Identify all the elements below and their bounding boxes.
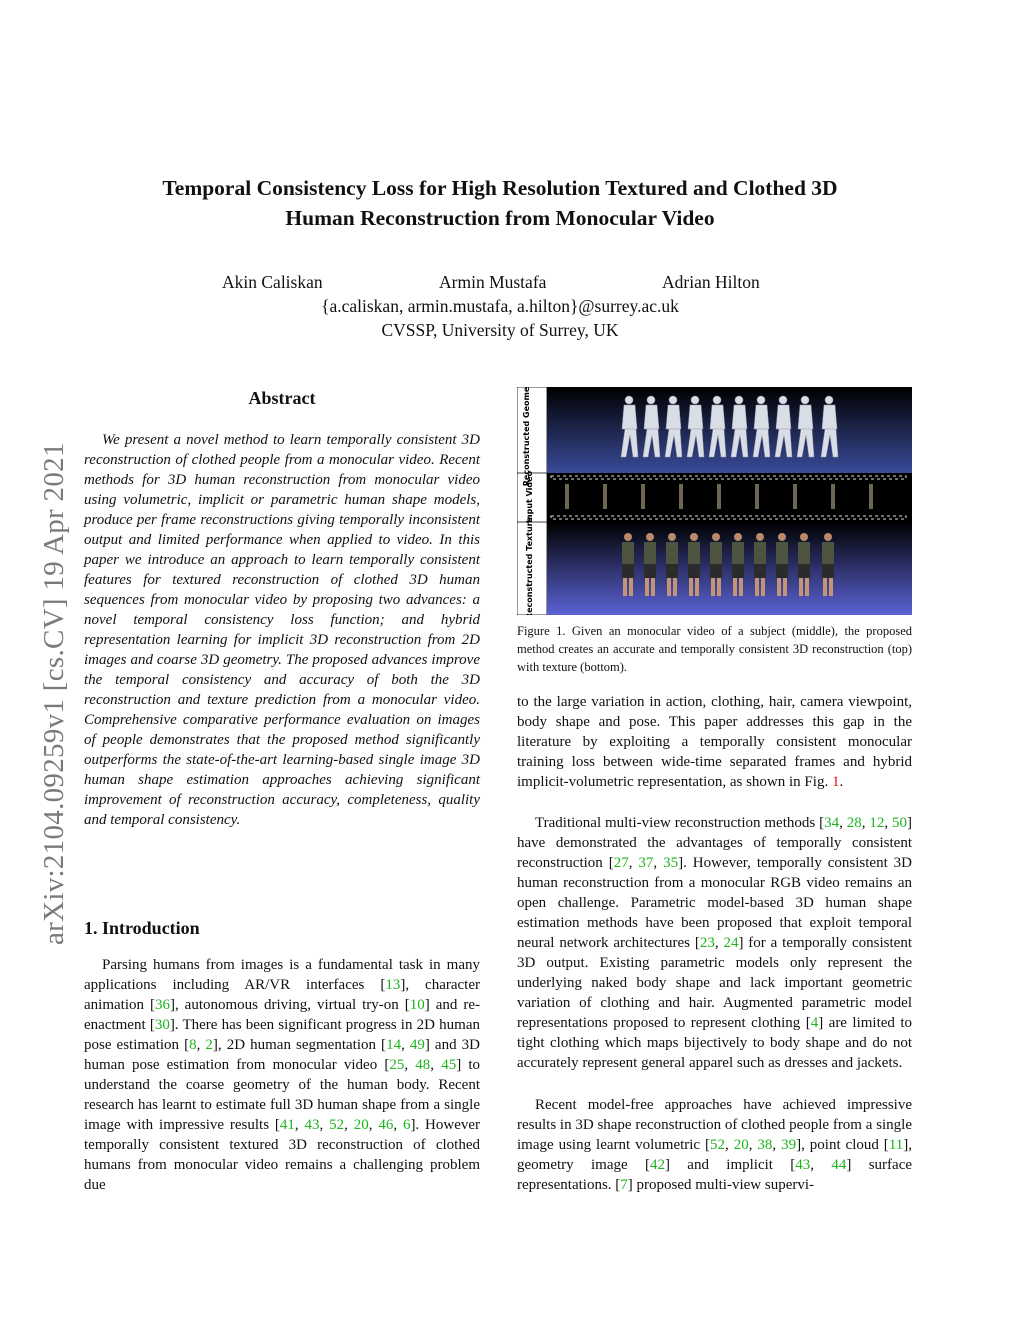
citation-link[interactable]: 27 bbox=[613, 855, 629, 871]
intro-paragraph: Parsing humans from images is a fundamental task in many applications including AR/VR interfaces [13], character animation [36], autonomous driving, virtual try-on [10] and re-enactment [30]. There has been significant progress in 2D human pose estimation [8, 2], 2D human segmentation [14, 49] and 3D human pose estimation from monocular video [25, 48, 45] to understand the coarse geometry of the human body. Recent research has learnt to estimate full 3D human shape from a single image with impressive results [41, 43, 52, 20, 46, 6]. However temporally consistent textured 3D reconstruction of clothed humans from monocular video remains a challenging problem due bbox=[84, 957, 481, 1193]
citation-link[interactable]: 13 bbox=[385, 977, 401, 993]
figure-1-caption: Figure 1. Given an monocular video of a subject (middle), the proposed method creates an accurate and temporally consistent 3D reconstruction (top) with texture (bottom). bbox=[517, 624, 912, 674]
citation-link[interactable]: 52 bbox=[329, 1117, 345, 1133]
title-line-2: Human Reconstruction from Monocular Video bbox=[285, 206, 715, 230]
citation-link[interactable]: 8 bbox=[189, 1037, 197, 1053]
citation-link[interactable]: 43 bbox=[795, 1157, 811, 1173]
citation-link[interactable]: 28 bbox=[846, 815, 862, 831]
citation-link[interactable]: 42 bbox=[649, 1157, 665, 1173]
figure-label-texture: Reconstructed Texture bbox=[525, 516, 534, 615]
figure-label-geometry: Reconstructed Geometry bbox=[522, 387, 531, 487]
citation-link[interactable]: 37 bbox=[638, 855, 654, 871]
abstract-body: We present a novel method to learn temporally consistent 3D reconstruction of clothed people from a monocular video. Recent methods for 3D human reconstruction from monocular video using volumetric, implicit or parametric human shape models, produce per frame reconstructions giving temporally inconsistent output and limited performance when applied to video. In this paper we introduce an approach to learn temporally consistent features for textured reconstruction of clothed 3D human sequences from monocular video by proposing two advances: a novel temporal consistency loss function; and hybrid representation learning for implicit 3D reconstruction from 2D images and coarse 3D geometry. The proposed advances improve the temporal consistency and accuracy of both the 3D reconstruction and texture prediction from a monocular video. Comprehensive comparative performance evaluation on images of people demonstrates that the proposed method significantly outperforms the state-of-the-art learning-based single image 3D human shape estimation approaches achieving significant improvement of reconstruction accuracy, completeness, quality and temporal consistency. bbox=[84, 432, 480, 828]
citation-link[interactable]: 45 bbox=[441, 1057, 457, 1073]
citation-link[interactable]: 48 bbox=[415, 1057, 431, 1073]
citation-link[interactable]: 36 bbox=[154, 997, 170, 1013]
citation-link[interactable]: 35 bbox=[663, 855, 679, 871]
citation-link[interactable]: 11 bbox=[888, 1137, 904, 1153]
citation-link[interactable]: 52 bbox=[710, 1137, 726, 1153]
author-2: Armin Mustafa bbox=[439, 272, 547, 292]
citation-link[interactable]: 20 bbox=[353, 1117, 369, 1133]
paper-title bbox=[100, 173, 900, 233]
citation-link[interactable]: 39 bbox=[781, 1137, 797, 1153]
citation-link[interactable]: 10 bbox=[409, 997, 425, 1013]
citation-link[interactable]: 4 bbox=[810, 1015, 819, 1031]
figure-1-image bbox=[517, 387, 912, 615]
citation-link[interactable]: 34 bbox=[824, 815, 840, 831]
citation-link[interactable]: 50 bbox=[892, 815, 908, 831]
citation-link[interactable]: 2 bbox=[205, 1037, 213, 1053]
title-line-1: Temporal Consistency Loss for High Resolution Textured and Clothed 3D bbox=[162, 176, 838, 200]
citation-link[interactable]: 44 bbox=[831, 1157, 847, 1173]
col2-paragraph-3: Recent model-free approaches have achieved impressive results in 3D shape reconstruction of clothed people from a single image using learnt volumetric [52, 20, 38, 39], point cloud [11], geometry image [42] and implicit [43, 44] surface representations. [7] proposed multi-view supervi- bbox=[517, 1097, 913, 1193]
arxiv-stamp bbox=[18, 355, 70, 945]
author-1: Akin Caliskan bbox=[222, 272, 323, 292]
figure-label-input: Input Video bbox=[525, 470, 534, 524]
citation-link[interactable]: 38 bbox=[757, 1137, 773, 1153]
citation-link[interactable]: 43 bbox=[304, 1117, 320, 1133]
figure-1 bbox=[517, 387, 912, 615]
citation-link[interactable]: 14 bbox=[386, 1037, 402, 1053]
affiliation: CVSSP, University of Surrey, UK bbox=[381, 320, 619, 340]
author-emails: {a.caliskan, armin.mustafa, a.hilton}@surrey.ac.uk bbox=[321, 296, 679, 316]
citation-link[interactable]: 46 bbox=[378, 1117, 394, 1133]
intro-heading: 1. Introduction bbox=[84, 918, 200, 938]
citation-link[interactable]: 7 bbox=[620, 1177, 628, 1193]
figure-ref-link[interactable]: 1 bbox=[831, 774, 840, 790]
citation-link[interactable]: 41 bbox=[279, 1117, 295, 1133]
arxiv-id: arXiv:2104.09259v1 [cs.CV] 19 Apr 2021 bbox=[38, 442, 70, 945]
citation-link[interactable]: 12 bbox=[869, 815, 885, 831]
citation-link[interactable]: 24 bbox=[723, 935, 739, 951]
author-3: Adrian Hilton bbox=[662, 272, 760, 292]
citation-link[interactable]: 49 bbox=[409, 1037, 425, 1053]
citation-link[interactable]: 6 bbox=[402, 1117, 411, 1133]
abstract-heading: Abstract bbox=[248, 388, 316, 408]
citation-link[interactable]: 20 bbox=[733, 1137, 749, 1153]
citation-link[interactable]: 25 bbox=[389, 1057, 405, 1073]
citation-link[interactable]: 23 bbox=[699, 935, 715, 951]
col2-paragraph-1: to the large variation in action, clothing, hair, camera viewpoint, body shape and pose. This paper addresses this gap in the literature by exploiting a temporally consistent monocular training loss between wide-time separated frames and hybrid implicit-volumetric representation, as shown in Fig. 1. bbox=[517, 694, 912, 790]
col2-paragraph-2: Traditional multi-view reconstruction methods [34, 28, 12, 50] have demonstrated the advantages of temporally consistent reconstruction [27, 37, 35]. However, temporally consistent 3D human reconstruction from a monocular RGB video remains an open challenge. Parametric model-based 3D human shape estimation methods have been proposed that exploit temporal neural network architectures [23, 24] for a temporally consistent 3D output. Existing parametric models only represent the underlying naked body shape and lack important geometric variation of clothing and hair. Augmented parametric model representations proposed to represent clothing [4] are limited to tight clothing which maps bijectively to body shape and do not accurately represent general apparel such as dresses and jackets. bbox=[517, 815, 913, 1071]
citation-link[interactable]: 30 bbox=[154, 1017, 170, 1033]
